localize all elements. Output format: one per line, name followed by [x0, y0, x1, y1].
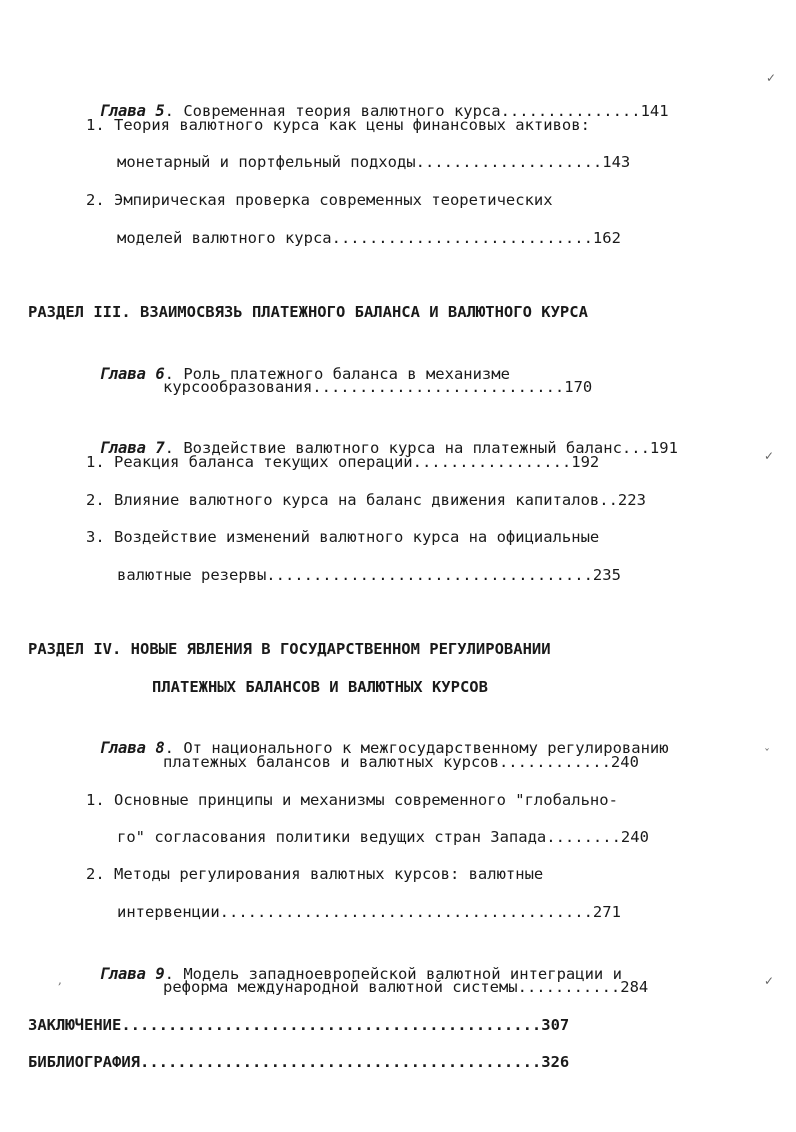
toc-subentry-7-3-line1: 3. Воздействие изменений валютного курса на официальные	[86, 528, 600, 546]
toc-subentry-8-2-line1: 2. Методы регулирования валютных курсов: валютные	[86, 865, 544, 883]
chapter-label: Глава 8	[99, 739, 165, 757]
toc-subentry-7-3-line2: валютные резервы...................................235	[117, 566, 621, 584]
check-mark-icon: ✓	[764, 449, 775, 463]
toc-entry-chapter-9-line2: реформа международной валютной системы...........284	[163, 978, 649, 996]
chapter-label: Глава 5	[99, 102, 165, 120]
check-mark-icon: ✓	[764, 974, 775, 988]
chapter-label: Глава 6	[99, 365, 165, 383]
toc-entry-chapter-5	[62, 75, 762, 120]
chapter-label: Глава 7	[99, 439, 165, 457]
chapter-title: . Роль платежного баланса в механизме	[164, 365, 510, 383]
toc-subentry-8-2-line2: интервенции........................................271	[117, 903, 621, 921]
chapter-title: . От национального к межгосударственному регулированию	[164, 739, 669, 757]
toc-subentry-7-1: 1. Реакция баланса текущих операций.................192	[86, 453, 600, 471]
toc-entry-chapter-6-line2: курсообразования...........................170	[163, 378, 593, 396]
toc-subentry-8-1-line2: го" согласования политики ведущих стран Запада........240	[117, 828, 649, 846]
chapter-title: . Модель западноевропейской валютной интеграции и	[164, 965, 622, 983]
toc-subentry-5-2-line2: моделей валютного курса............................162	[117, 229, 621, 247]
chapter-title: . Воздействие валютного курса на платежный баланс...191	[164, 439, 678, 457]
toc-entry-bibliography: БИБЛИОГРАФИЯ...........................................326	[28, 1053, 570, 1071]
toc-subentry-8-1-line1: 1. Основные принципы и механизмы современного "глобально-	[86, 791, 618, 809]
toc-entry-chapter-6	[62, 338, 762, 383]
toc-entry-chapter-8-line2: платежных балансов и валютных курсов............240	[163, 753, 639, 771]
toc-entry-chapter-8	[62, 712, 772, 757]
toc-subentry-5-1-line1: 1. Теория валютного курса как цены финансовых активов:	[86, 116, 590, 134]
part-4-heading-line1: РАЗДЕЛ IV. НОВЫЕ ЯВЛЕНИЯ В ГОСУДАРСТВЕННОМ РЕГУЛИРОВАНИИ	[28, 640, 551, 658]
toc-entry-conclusion: ЗАКЛЮЧЕНИЕ.............................................307	[28, 1016, 570, 1034]
chapter-label: Глава 9	[99, 965, 165, 983]
check-mark-icon: ✓	[766, 71, 777, 85]
toc-subentry-5-1-line2: монетарный и портфельный подходы....................143	[117, 153, 631, 171]
comma-mark-icon: ,	[58, 973, 62, 987]
part-3-heading: РАЗДЕЛ III. ВЗАИМОСВЯЗЬ ПЛАТЕЖНОГО БАЛАНСА И ВАЛЮТНОГО КУРСА	[28, 303, 588, 321]
toc-subentry-7-2: 2. Влияние валютного курса на баланс движения капиталов..223	[86, 491, 646, 509]
toc-entry-chapter-7	[62, 412, 772, 457]
tick-mark-icon: ˇ	[764, 747, 770, 761]
toc-entry-chapter-9	[62, 938, 762, 983]
part-4-heading-line2: ПЛАТЕЖНЫХ БАЛАНСОВ И ВАЛЮТНЫХ КУРСОВ	[152, 678, 488, 696]
chapter-title: . Современная теория валютного курса...............141	[164, 102, 669, 120]
toc-subentry-5-2-line1: 2. Эмпирическая проверка современных теоретических	[86, 191, 553, 209]
